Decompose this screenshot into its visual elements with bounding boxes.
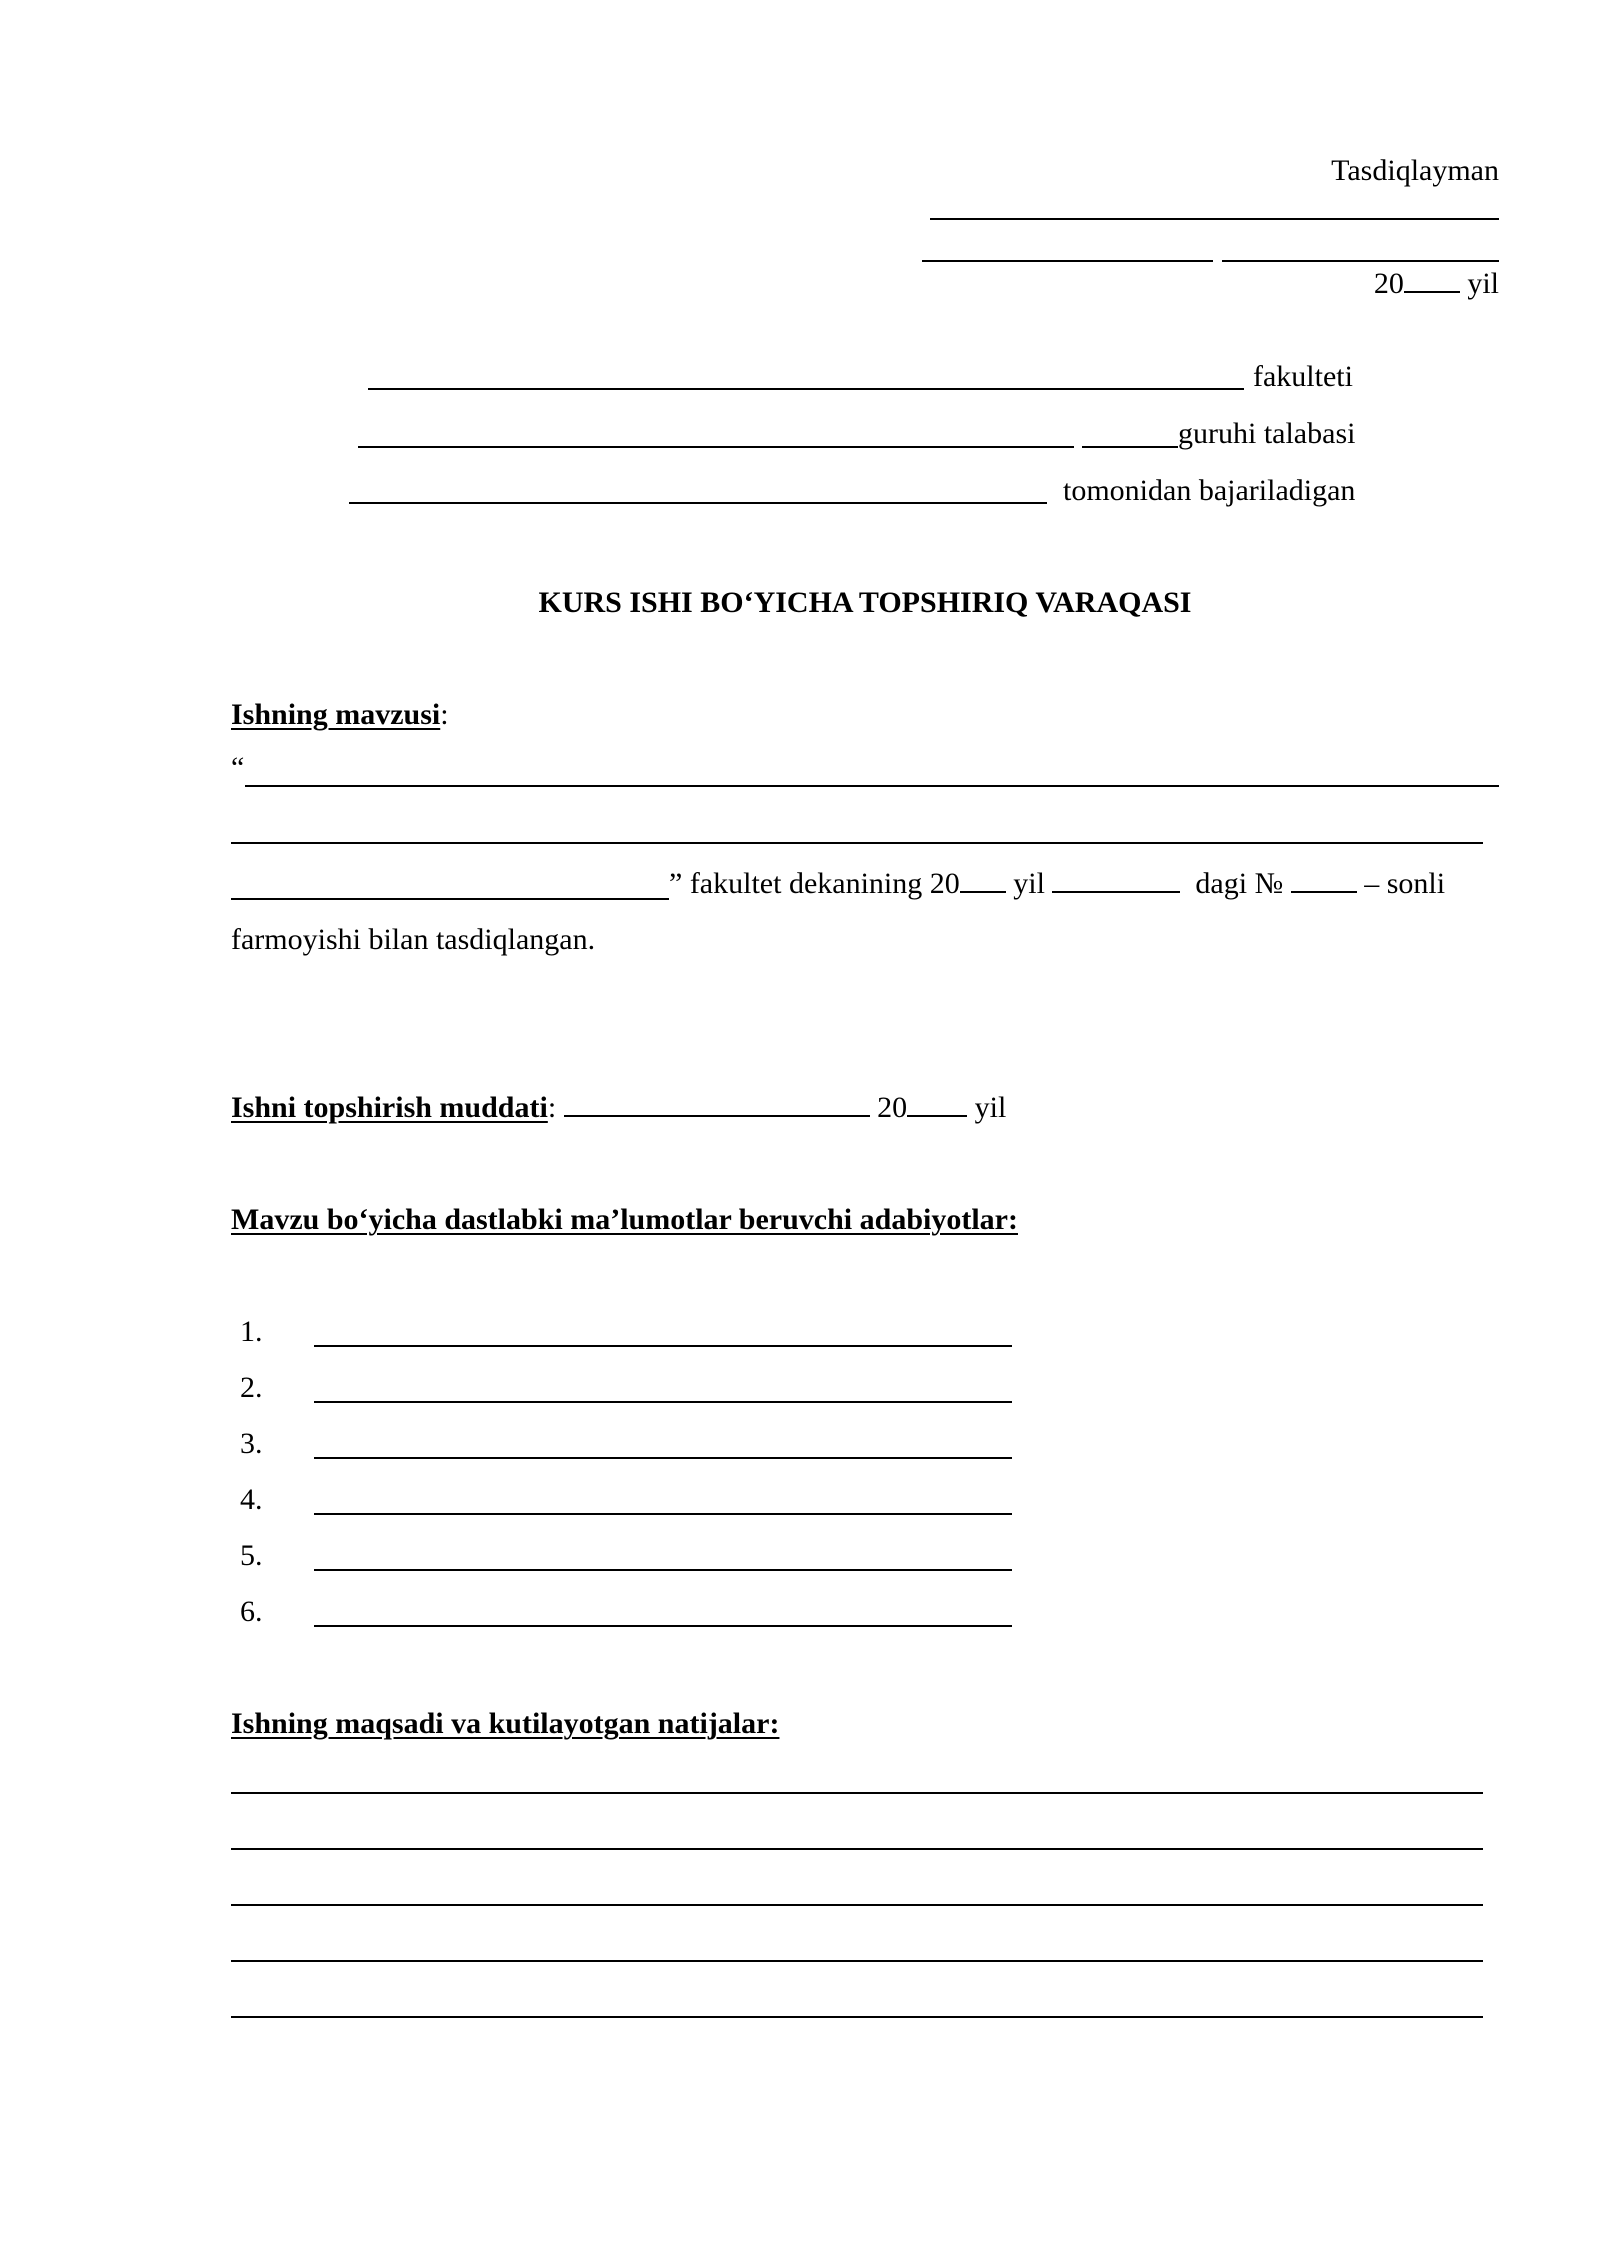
faculty-suffix: fakulteti: [1253, 360, 1353, 393]
literature-item-number: 2.: [240, 1371, 263, 1404]
order-year-blank[interactable]: [960, 869, 1006, 893]
goals-line-4[interactable]: [231, 1960, 1483, 1962]
topic-colon: :: [440, 698, 449, 731]
student-name-line[interactable]: [358, 446, 1074, 448]
faculty-name-line[interactable]: [368, 388, 1244, 390]
deadline-colon: :: [547, 1091, 557, 1124]
approval-position-line[interactable]: [922, 260, 1213, 262]
document-title: KURS ISHI BO‘YICHA TOPSHIRIQ VARAQASI: [538, 586, 1192, 619]
literature-heading: Mavzu bo‘yicha dastlabki ma’lumotlar beruvchi adabiyotlar:: [231, 1203, 1018, 1236]
goals-line-2[interactable]: [231, 1848, 1483, 1850]
approval-signature-line[interactable]: [930, 218, 1499, 220]
literature-item-line[interactable]: [314, 1513, 1012, 1515]
literature-item-line[interactable]: [314, 1569, 1012, 1571]
deadline-year-suffix: yil: [974, 1091, 1007, 1124]
goals-line-1[interactable]: [231, 1792, 1483, 1794]
topic-approval-text-a: ” fakultet dekanining 20: [669, 867, 960, 900]
order-number-blank[interactable]: [1291, 869, 1357, 893]
group-number-line[interactable]: [1082, 446, 1178, 448]
topic-heading: [231, 697, 449, 733]
goals-heading: Ishning maqsadi va kutilayotgan natijalar:: [231, 1707, 780, 1740]
performed-by-suffix: tomonidan bajariladigan: [1063, 474, 1356, 507]
approval-year-prefix: 20: [1373, 267, 1404, 300]
topic-open-quote: “: [231, 751, 245, 784]
topic-line-1[interactable]: [245, 785, 1499, 787]
literature-item-line[interactable]: [314, 1345, 1012, 1347]
goals-line-3[interactable]: [231, 1904, 1483, 1906]
literature-item-line[interactable]: [314, 1401, 1012, 1403]
deadline-row: [231, 1090, 1006, 1126]
topic-approval-text-d: – sonli: [1364, 867, 1446, 900]
approval-year-blank[interactable]: [1404, 269, 1460, 293]
deadline-year-prefix: 20: [877, 1091, 908, 1124]
literature-item-number: 6.: [240, 1595, 263, 1628]
literature-item-number: 5.: [240, 1539, 263, 1572]
topic-approval-text-c: dagi №: [1195, 867, 1284, 900]
topic-approval-text-b: yil: [1013, 867, 1045, 900]
topic-line-3[interactable]: [231, 898, 669, 900]
performer-line[interactable]: [349, 502, 1047, 504]
literature-item-number: 3.: [240, 1427, 263, 1460]
topic-label: Ishning mavzusi: [231, 698, 441, 731]
group-student-suffix: guruhi talabasi: [1178, 417, 1356, 450]
literature-item-number: 1.: [240, 1315, 263, 1348]
literature-item-line[interactable]: [314, 1625, 1012, 1627]
approval-year: [1374, 266, 1499, 302]
deadline-year-blank[interactable]: [907, 1093, 967, 1117]
topic-approval-line: [669, 866, 1445, 902]
literature-item-number: 4.: [240, 1483, 263, 1516]
approval-year-suffix: yil: [1467, 267, 1499, 300]
deadline-label: Ishni topshirish muddati: [231, 1091, 548, 1124]
order-date-blank[interactable]: [1052, 869, 1180, 893]
approval-name-line[interactable]: [1222, 260, 1499, 262]
deadline-date-blank[interactable]: [564, 1093, 870, 1117]
literature-item-line[interactable]: [314, 1457, 1012, 1459]
topic-line-2[interactable]: [231, 842, 1483, 844]
approval-label: Tasdiqlayman: [1331, 154, 1499, 187]
goals-line-5[interactable]: [231, 2016, 1483, 2018]
topic-approval-end: farmoyishi bilan tasdiqlangan.: [231, 923, 596, 956]
